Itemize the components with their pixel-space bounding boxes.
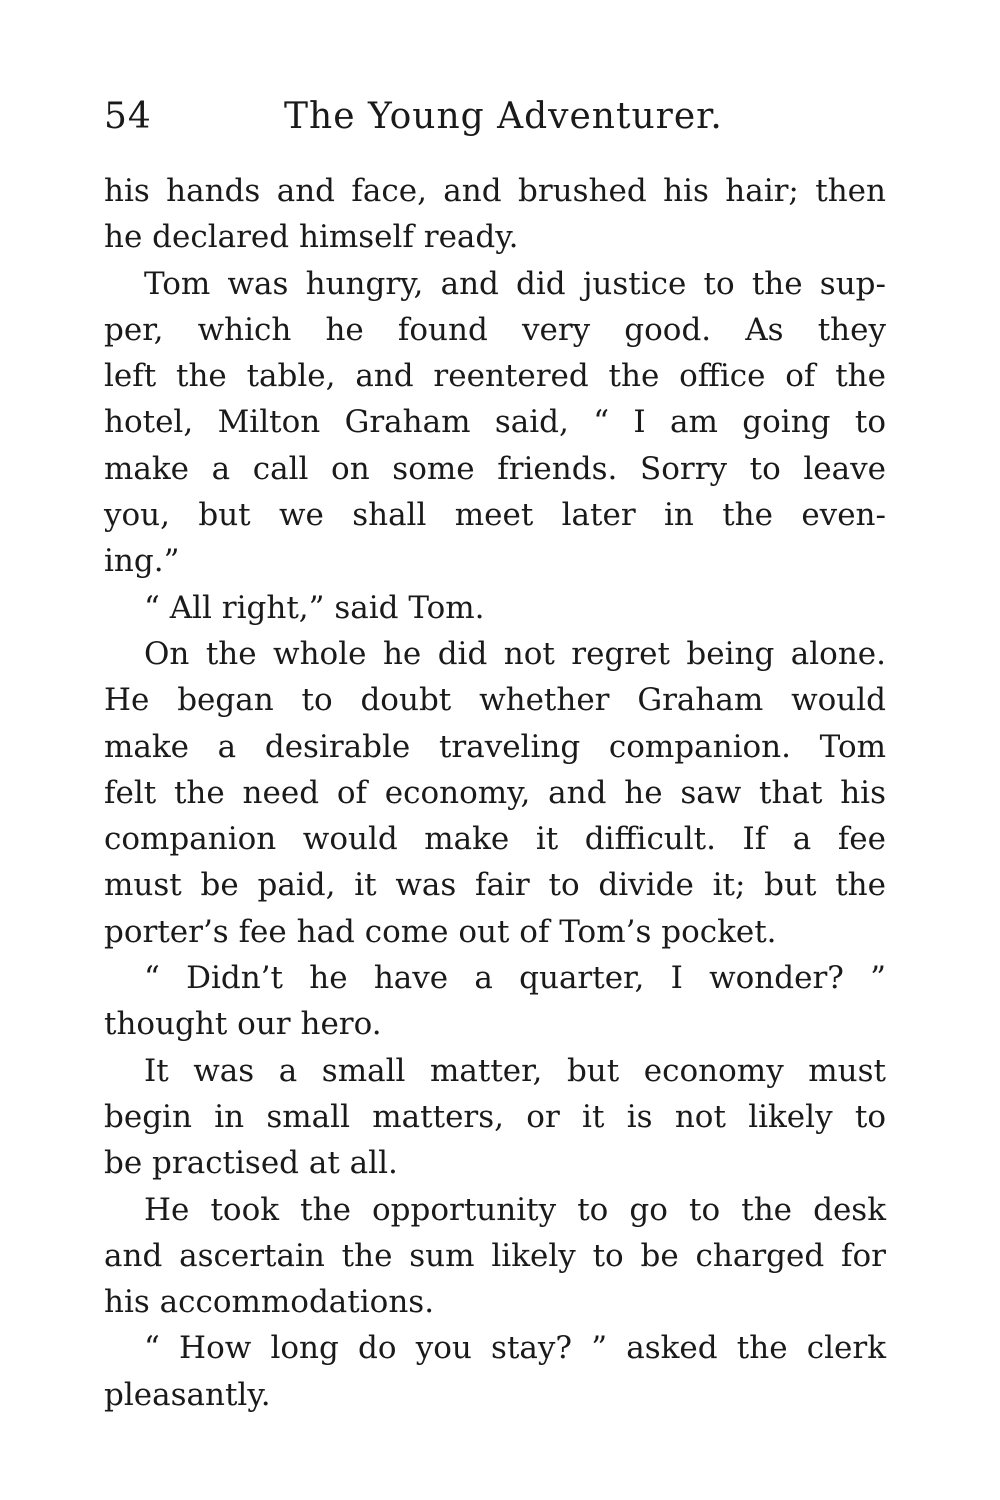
text-line: begin in small matters, or it is not likely to bbox=[104, 1098, 886, 1135]
text-line: hotel, Milton Graham said, “ I am going to bbox=[104, 404, 886, 441]
text-line: his hands and face, and brushed his hair; then bbox=[104, 173, 886, 209]
text-line: make a desirable traveling companion. Tom bbox=[104, 728, 886, 765]
text-line: companion would make it difficult. If a fee bbox=[104, 821, 886, 858]
text-line: he declared himself ready. bbox=[104, 219, 519, 256]
text-line: On the whole he did not regret being alone. bbox=[144, 635, 886, 672]
text-line: left the table, and reentered the office of the bbox=[104, 358, 886, 395]
text-line: per, which he found very good. As they bbox=[104, 311, 886, 348]
text-line: pleasantly. bbox=[104, 1376, 271, 1413]
text-line: “ All right,” said Tom. bbox=[144, 589, 485, 626]
text-line: and ascertain the sum likely to be charged for bbox=[104, 1237, 886, 1274]
text-line: ing.” bbox=[104, 543, 180, 580]
text-line: make a call on some friends. Sorry to leave bbox=[104, 450, 886, 487]
page-number: 54 bbox=[104, 96, 152, 137]
text-line: porter’s fee had come out of Tom’s pocket. bbox=[104, 913, 777, 950]
text-line: He began to doubt whether Graham would bbox=[104, 682, 886, 719]
text-line: felt the need of economy, and he saw that his bbox=[104, 774, 886, 811]
body-text bbox=[104, 168, 886, 1418]
text-line: It was a small matter, but economy must bbox=[144, 1052, 886, 1089]
running-title: The Young Adventurer. bbox=[284, 96, 723, 137]
text-line: his accommodations. bbox=[104, 1284, 435, 1321]
text-line: thought our hero. bbox=[104, 1006, 382, 1043]
text-line: “ How long do you stay? ” asked the clerk bbox=[144, 1330, 886, 1367]
text-line: Tom was hungry, and did justice to the sup- bbox=[144, 265, 886, 302]
text-line: “ Didn’t he have a quarter, I wonder? ” bbox=[144, 960, 886, 997]
text-line: be practised at all. bbox=[104, 1145, 398, 1182]
text-line: He took the opportunity to go to the desk bbox=[144, 1191, 886, 1228]
running-head bbox=[104, 96, 744, 146]
text-line: must be paid, it was fair to divide it; but the bbox=[104, 867, 886, 904]
text-line: you, but we shall meet later in the even- bbox=[104, 497, 886, 534]
